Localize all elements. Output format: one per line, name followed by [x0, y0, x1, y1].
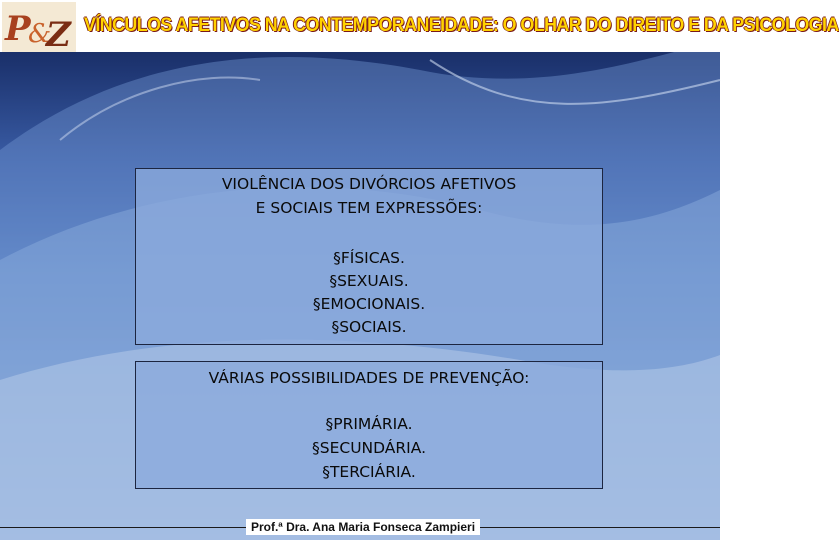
- list-item: §SECUNDÁRIA.: [311, 439, 426, 457]
- prevention-box: [135, 361, 603, 489]
- svg-text:&: &: [28, 19, 52, 49]
- slide-header: [0, 0, 839, 55]
- slide-title: VÍNCULOS AFETIVOS NA CONTEMPORANEIDADE: O OLHAR DO DIREITO E DA PSICOLOGIA: [84, 15, 839, 36]
- list-item: §PRIMÁRIA.: [325, 415, 413, 433]
- footer-author: Prof.ª Dra. Ana Maria Fonseca Zampieri: [246, 519, 480, 535]
- list-item: §TERCIÁRIA.: [322, 463, 416, 481]
- svg-text:P: P: [5, 9, 31, 49]
- box1-heading-line2: E SOCIAIS TEM EXPRESSÕES:: [255, 199, 483, 217]
- box2-heading: VÁRIAS POSSIBILIDADES DE PREVENÇÃO:: [208, 369, 530, 387]
- list-item: §SEXUAIS.: [329, 272, 409, 290]
- footer-rule-right: [476, 527, 720, 528]
- footer-rule-left: [0, 527, 250, 528]
- list-item: §FÍSICAS.: [333, 249, 405, 267]
- pz-logo: [2, 2, 76, 55]
- list-item: §EMOCIONAIS.: [312, 295, 426, 313]
- list-item: §SOCIAIS.: [331, 318, 407, 336]
- svg-text:Z: Z: [46, 15, 71, 55]
- box1-heading-line1: VIOLÊNCIA DOS DIVÓRCIOS AFETIVOS: [221, 175, 517, 193]
- violence-expressions-box: [135, 168, 603, 345]
